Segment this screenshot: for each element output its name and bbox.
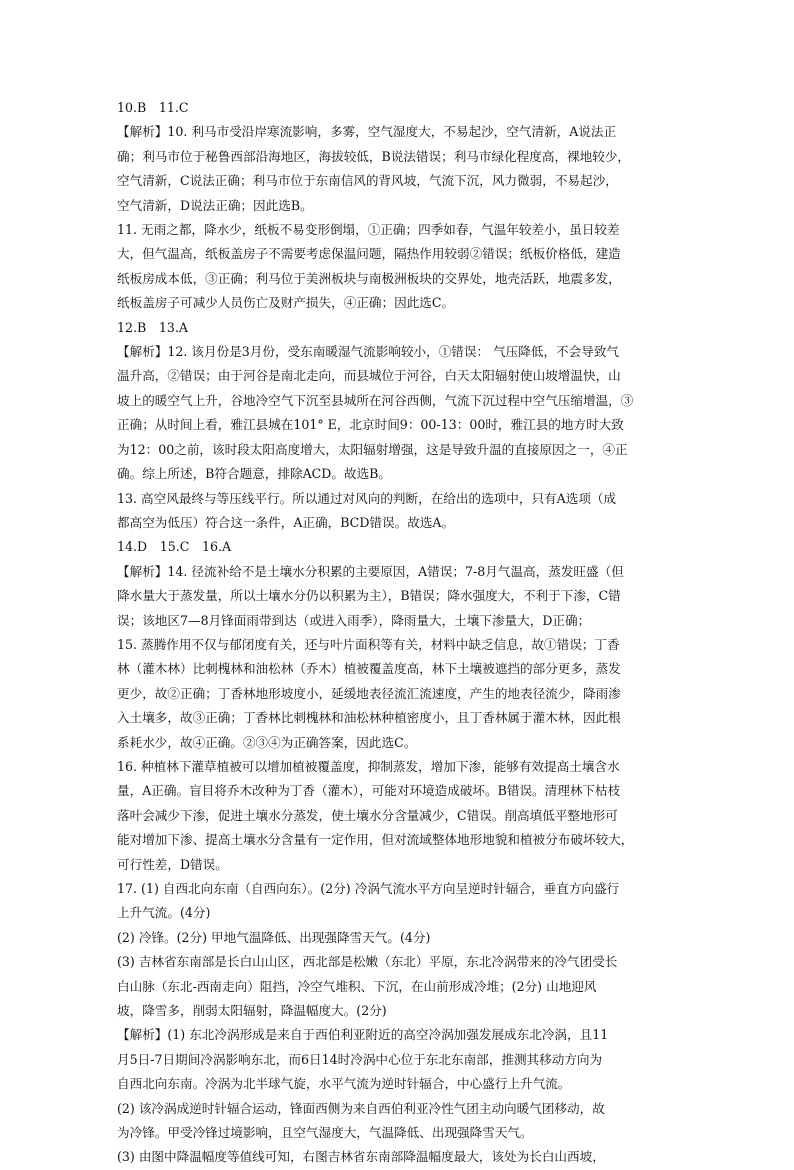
- text-line: 14.D 15.C 16.A: [117, 539, 232, 555]
- text-line: 坡，降雪多，削弱太阳辐射，降温幅度大。(2分): [117, 1003, 387, 1019]
- text-line: 月5日-7日期间冷涡影响东北，而6日14时冷涡中心位于东北东南部，推测其移动方向为: [117, 1051, 603, 1067]
- text-line: 【解析】14. 径流补给不是土壤水分积累的主要原因，A错误；7-8月气温高，蒸发旺盛（但: [117, 563, 624, 579]
- text-line: 坡上的暖空气上升，谷地冷空气下沉至县城所在河谷西侧，气流下沉过程中空气压缩增温，③: [117, 392, 634, 408]
- text-line: 17. (1) 自西北向东南（自西向东）。(2分) 冷涡气流水平方向呈逆时针辐合，垂直方向盛行: [117, 881, 620, 896]
- text-line: 【解析】(1) 东北冷涡形成是来自于西伯利亚附近的高空冷涡加强发展成东北冷涡，且11: [117, 1027, 609, 1043]
- text-line: 13. 高空风最终与等压线平行。所以通过对风向的判断，在给出的选项中，只有A选项（成: [117, 490, 617, 506]
- text-line: 都高空为低压）符合这一条件，A正确，BCD错误。故选A。: [117, 514, 455, 530]
- answer-page: [117, 96, 677, 1170]
- text-line: 入土壤多，故③正确；丁香林比刺槐林和油松林种植密度小，且丁香林属于灌木林，因此根: [117, 710, 621, 726]
- text-line: 11. 无雨之都，降水少，纸板不易变形倒塌，①正确；四季如春，气温年较差小，虽日较差: [117, 222, 620, 238]
- text-line: 16. 种植林下灌草植被可以增加植被覆盖度，抑制蒸发，增加下渗，能够有效提高土壤含水: [117, 758, 620, 774]
- text-line: 为冷锋。甲受冷锋过境影响，且空气湿度大，气温降低、出现强降雪天气。: [117, 1125, 533, 1141]
- text-line: 能对增加下渗、提高土壤水分含量有一定作用，但对流域整体地形地貌和植被分布破坏较大，: [117, 832, 634, 848]
- text-line: 上升气流。(4分): [117, 905, 211, 921]
- text-line: 纸板房成本低，③正确；利马位于美洲板块与南极洲板块的交界处，地壳活跃，地震多发，: [117, 270, 621, 286]
- text-line: 空气清新，D说法正确；因此选B。: [117, 197, 313, 213]
- text-line: 12.B 13.A: [117, 319, 188, 335]
- text-line: 系耗水少，故④正确。②③④为正确答案，因此选C。: [117, 734, 417, 750]
- text-line: 自西北向东南。冷涡为北半球气旋，水平气流为逆时针辐合，中心盛行上升气流。: [117, 1076, 571, 1092]
- text-line: 白山脉（东北-西南走向）阻挡，冷空气堆积、下沉，在山前形成冷堆；(2分) 山地迎风: [117, 978, 597, 994]
- text-line: 【解析】10. 利马市受沿岸寒流影响，多雾，空气湿度大，不易起沙，空气清新，A说法正: [117, 124, 617, 140]
- text-line: 林（灌木林）比刺槐林和油松林（乔木）植被覆盖度高，林下土壤被遮挡的部分更多，蒸发: [117, 661, 621, 677]
- text-line: 正确；从时间上看，雅江县城在101° E，北京时间9：00-13：00时，雅江县的地方时大致: [117, 417, 624, 433]
- text-line: 误；该地区7—8月锋面雨带到达（或进入雨季），降雨量大，土壤下渗量大，D正确；: [117, 612, 591, 628]
- text-line: 量，A正确。盲目将乔木改种为丁香（灌木），可能对环境造成破坏。B错误。清理林下枯枝: [117, 783, 621, 799]
- text-line: 15. 蒸腾作用不仅与郁闭度有关，还与叶片面积等有关，材料中缺乏信息，故①错误；丁香: [117, 636, 620, 652]
- text-line: (2) 冷锋。(2分) 甲地气温降低、出现强降雪天气。(4分): [117, 929, 431, 945]
- text-line: 确。综上所述，B符合题意，排除ACD。故选B。: [117, 466, 392, 482]
- text-line: 为12：00之前，该时段太阳高度增大，太阳辐射增强，这是导致升温的直接原因之一，④正: [117, 441, 628, 457]
- text-line: 温升高，②错误；由于河谷是南北走向，而县城位于河谷，白天太阳辐射使山坡增温快，山: [117, 368, 621, 384]
- text-line: 纸板盖房子可减少人员伤亡及财产损失，④正确；因此选C。: [117, 295, 455, 311]
- text-line: 大，但气温高，纸板盖房子不需要考虑保温问题，隔热作用较弱②错误；纸板价格低，建造: [117, 246, 621, 262]
- text-line: (3) 由图中降温幅度等值线可知，右图吉林省东南部降温幅度最大，该处为长白山西坡，: [117, 1149, 605, 1165]
- text-line: (2) 该冷涡成逆时针辐合运动，锋面西侧为来自西伯利亚冷性气团主动向暖气团移动，故: [117, 1100, 605, 1116]
- text-line: 可行性差，D错误。: [117, 856, 228, 872]
- text-line: 降水量大于蒸发量，所以土壤水分仍以积累为主），B错误；降水强度大，不利于下渗，C错: [117, 588, 621, 604]
- text-line: 10.B 11.C: [117, 100, 189, 115]
- text-line: 【解析】12. 该月份是3月份，受东南暖湿气流影响较小，①错误： 气压降低，不会导致气: [117, 344, 620, 360]
- text-line: 更少，故②正确；丁香林地形坡度小，延缓地表径流汇流速度，产生的地表径流少，降雨渗: [117, 685, 621, 701]
- text-line: 空气清新，C说法正确；利马市位于东南信风的背风坡，气流下沉，风力微弱，不易起沙，: [117, 173, 618, 189]
- text-line: (3) 吉林省东南部是长白山山区，西北部是松嫩（东北）平原，东北冷涡带来的冷气团受长: [117, 954, 618, 970]
- text-line: 落叶会减少下渗，促进土壤水分蒸发，使土壤水分含量减少，C错误。削高填低平整地形可: [117, 807, 618, 823]
- text-line: 确；利马市位于秘鲁西部沿海地区，海拔较低，B说法错误；利马市绿化程度高，裸地较少，: [117, 148, 631, 164]
